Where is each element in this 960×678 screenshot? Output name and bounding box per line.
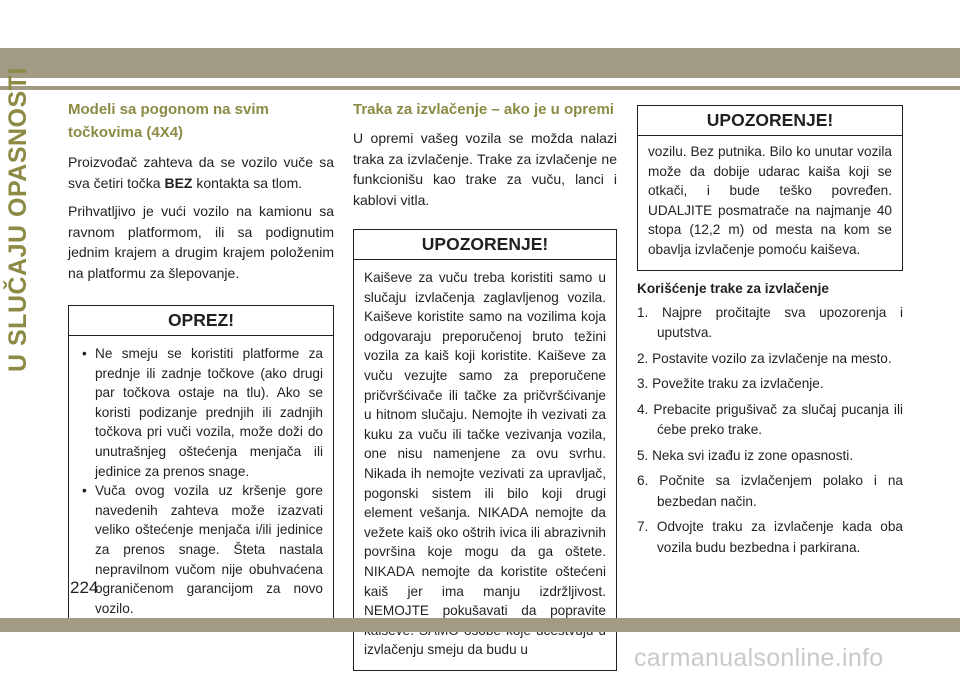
caution-title: OPREZ!: [69, 306, 333, 336]
page-number: 224: [70, 578, 99, 597]
step-item: 3. Povežite traku za izvlačenje.: [637, 376, 824, 392]
caution-item: • Ne smeju se koristiti platforme za prednje ili zadnje točkove (ako drugi par točkova ostaje na tlu). Ako se koristi podizanje prednjih ili zadnjih točkova pri vuči vozila, može doži do unutrašnjeg oštećenja menjača ili jedinice za prenos snage.: [79, 344, 323, 481]
warning-title: UPOZORENJE!: [638, 106, 902, 136]
top-color-bar: [0, 48, 960, 78]
emphasis-bez: BEZ: [164, 174, 193, 191]
caution-list: [79, 344, 323, 618]
step-item: 7. Odvojte traku za izvlačenje kada oba vozila budu bezbedna i parkirana.: [637, 519, 903, 555]
caution-item: • Vuča ovog vozila uz kršenje gore navedenih zahteva može izazvati veliko oštećenje menjača i/ili jedinice za prenos snage. Šteta nastala nepravilnom vučom nije obuhvaćena ograničenom garancijom za novo vozilo.: [79, 481, 323, 618]
heading-4x4-models: Modeli sa pogonom na svim točkovima (4X4): [68, 101, 269, 141]
step-item: 5. Neka svi izađu iz zone opasnosti.: [637, 447, 854, 463]
step-item: 2. Postavite vozilo za izvlačenje na mesto.: [637, 350, 892, 366]
top-thin-stripe: [0, 86, 960, 90]
column-middle: [353, 98, 617, 671]
section-side-title: U SLUČAJU OPASNOSTI: [4, 67, 32, 372]
heading-recovery-strap: Traka za izvlačenje – ako je u opremi: [353, 101, 614, 118]
step-item: 6. Počnite sa izvlačenjem polako i na bezbedan način.: [637, 473, 903, 509]
subheading-strap-usage: Korišćenje trake za izvlačenje: [637, 280, 829, 296]
caution-body: [69, 336, 333, 628]
paragraph-text: kontakta sa tlom.: [192, 174, 303, 191]
column-left: [68, 98, 334, 629]
bottom-color-bar: [0, 618, 960, 632]
steps-list: [637, 303, 903, 559]
column-right: [637, 105, 903, 563]
step-item: 4. Prebacite prigušivač za slučaj pucanja ili ćebe preko trake.: [637, 401, 903, 438]
paragraph-text: Proizvođač zahteva da se vozilo vuče sa sva četiri točka: [68, 154, 334, 191]
watermark-text: carmanualsonline.info: [634, 644, 884, 672]
warning-body: Kaiševe za vuču treba koristiti samo u slučaju izvlačenja zaglavljenog vozila. Kaiševe koristite samo na vozilima koja odgovaraju preporučenoj bruto težini vozila za kaiš koji koristite. Kaiševe za vuču vezujte samo za preporučene pričvršćivače ili tačke za pričvršćivanje u hitnom slučaju. Nemojte ih vezivati za kuku za vuču ili tačke vezivanja vozila, one nisu namenjene za ovu svrhu. Nikada ih nemojte vezivati za upravljač, pogonski sistem ili bilo koji drugi element vešanja. NIKADA nemojte da vežete kaiš oko oštrih ivica ili abrazivnih površina koje mogu da ga oštete. NIKADA nemojte da koristite oštećeni kaiš jer ima manju izdržljivost. NEMOJTE pokušavati da popravite izvlačenju smeju da budu u: [364, 270, 606, 658]
warning-box-continued: [637, 105, 903, 271]
warning-box: [353, 229, 617, 671]
top-white-band: [0, 0, 960, 48]
paragraph-flatbed: Prihvatljivo je vući vozilo na kamionu sa ravnom platformom, ili sa podignutim jednim krajem a drugim krajem položenim na platformu za šlepovanje.: [68, 203, 334, 281]
paragraph-recovery-strap: U opremi vašeg vozila se možda nalazi traka za izvlačenje. Trake za izvlačenje ne funkcionišu kao trake za vuču, lanci i kablovi vitla.: [353, 130, 617, 208]
warning-title: UPOZORENJE!: [354, 230, 616, 260]
caution-box: [68, 305, 334, 629]
warning-body: vozilu. Bez putnika. Bilo ko unutar vozila može da dobije udarac kaiša koji se otkači, i bude teško povređen. UDALJITE posmatrače na najmanje 40 stopa (12,2 m) od mesta na kom se obavlja izvlačenje pomoću kaiševa.: [648, 144, 892, 257]
paragraph-four-wheels: [68, 152, 334, 193]
step-item: 1. Najpre pročitajte sva upozorenja i uputstva.: [637, 304, 903, 341]
